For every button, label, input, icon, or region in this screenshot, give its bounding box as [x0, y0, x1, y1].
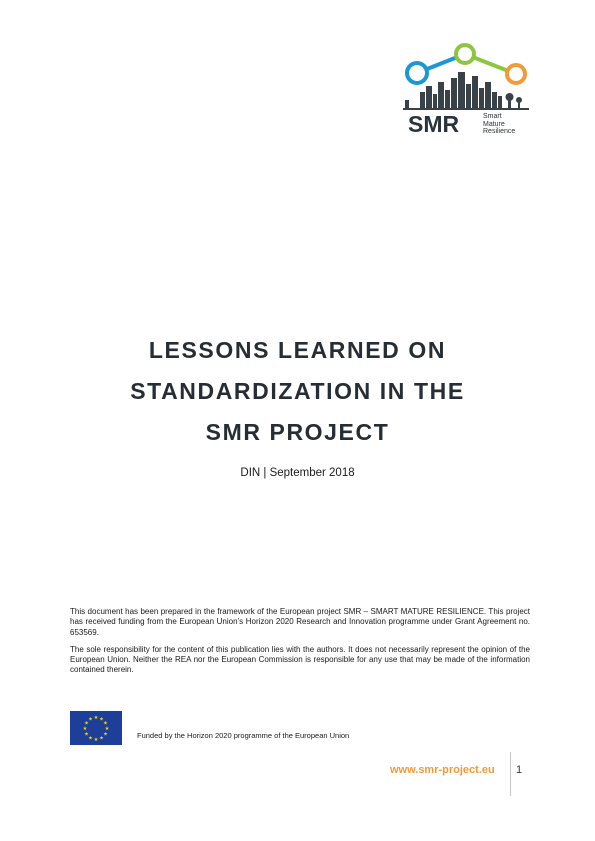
smr-logo — [400, 42, 532, 138]
logo-acronym: SMR — [408, 111, 460, 137]
eu-star-icon: ★ — [99, 735, 104, 742]
eu-star-icon: ★ — [88, 735, 93, 742]
eu-star-icon: ★ — [93, 714, 99, 721]
eu-star-icon: ★ — [104, 725, 110, 732]
disclaimer-paragraph: The sole responsibility for the content of this publication lies with the authors. It does not necessarily represent the opinion of the European Union. Neither the REA nor the European Commission is responsible for any use that may be made of the information contained therein. — [70, 644, 530, 675]
author-date: DIN | September 2018 — [240, 467, 355, 479]
eu-star-icon: ★ — [82, 725, 88, 732]
logo-tagline — [483, 113, 515, 136]
eu-star-icon: ★ — [103, 720, 108, 727]
disclaimer-paragraph: This document has been prepared in the framework of the European project SMR – SMART MATURE RESILIENCE. This project has received funding from the European Union’s Horizon 2020 Research and Innovation programme under Grant Agreement no. 653569. — [70, 607, 530, 637]
footer-divider — [510, 752, 511, 796]
logo-tagline-word: Smart — [483, 113, 502, 120]
eu-flag — [70, 711, 122, 745]
eu-star-icon: ★ — [88, 716, 93, 723]
funding-statement: Funded by the Horizon 2020 programme of the European Union — [137, 731, 350, 740]
project-website-link[interactable]: www.smr-project.eu — [390, 764, 495, 776]
title-line: STANDARDIZATION IN THE — [130, 378, 465, 404]
eu-star-icon: ★ — [103, 731, 108, 738]
title-line: LESSONS LEARNED ON — [148, 337, 447, 363]
eu-star-icon: ★ — [99, 716, 104, 723]
page-number: 1 — [516, 764, 523, 776]
title-line: SMR PROJECT — [205, 419, 390, 445]
eu-star-icon: ★ — [93, 736, 99, 743]
logo-tagline-word: Resilience — [483, 128, 516, 135]
logo-tagline-word: Mature — [483, 120, 505, 128]
document-title — [0, 330, 595, 453]
skyline-logo-graphic — [400, 42, 532, 112]
eu-star-icon: ★ — [84, 720, 89, 727]
disclaimer — [70, 607, 530, 683]
eu-star-icon: ★ — [84, 731, 89, 738]
